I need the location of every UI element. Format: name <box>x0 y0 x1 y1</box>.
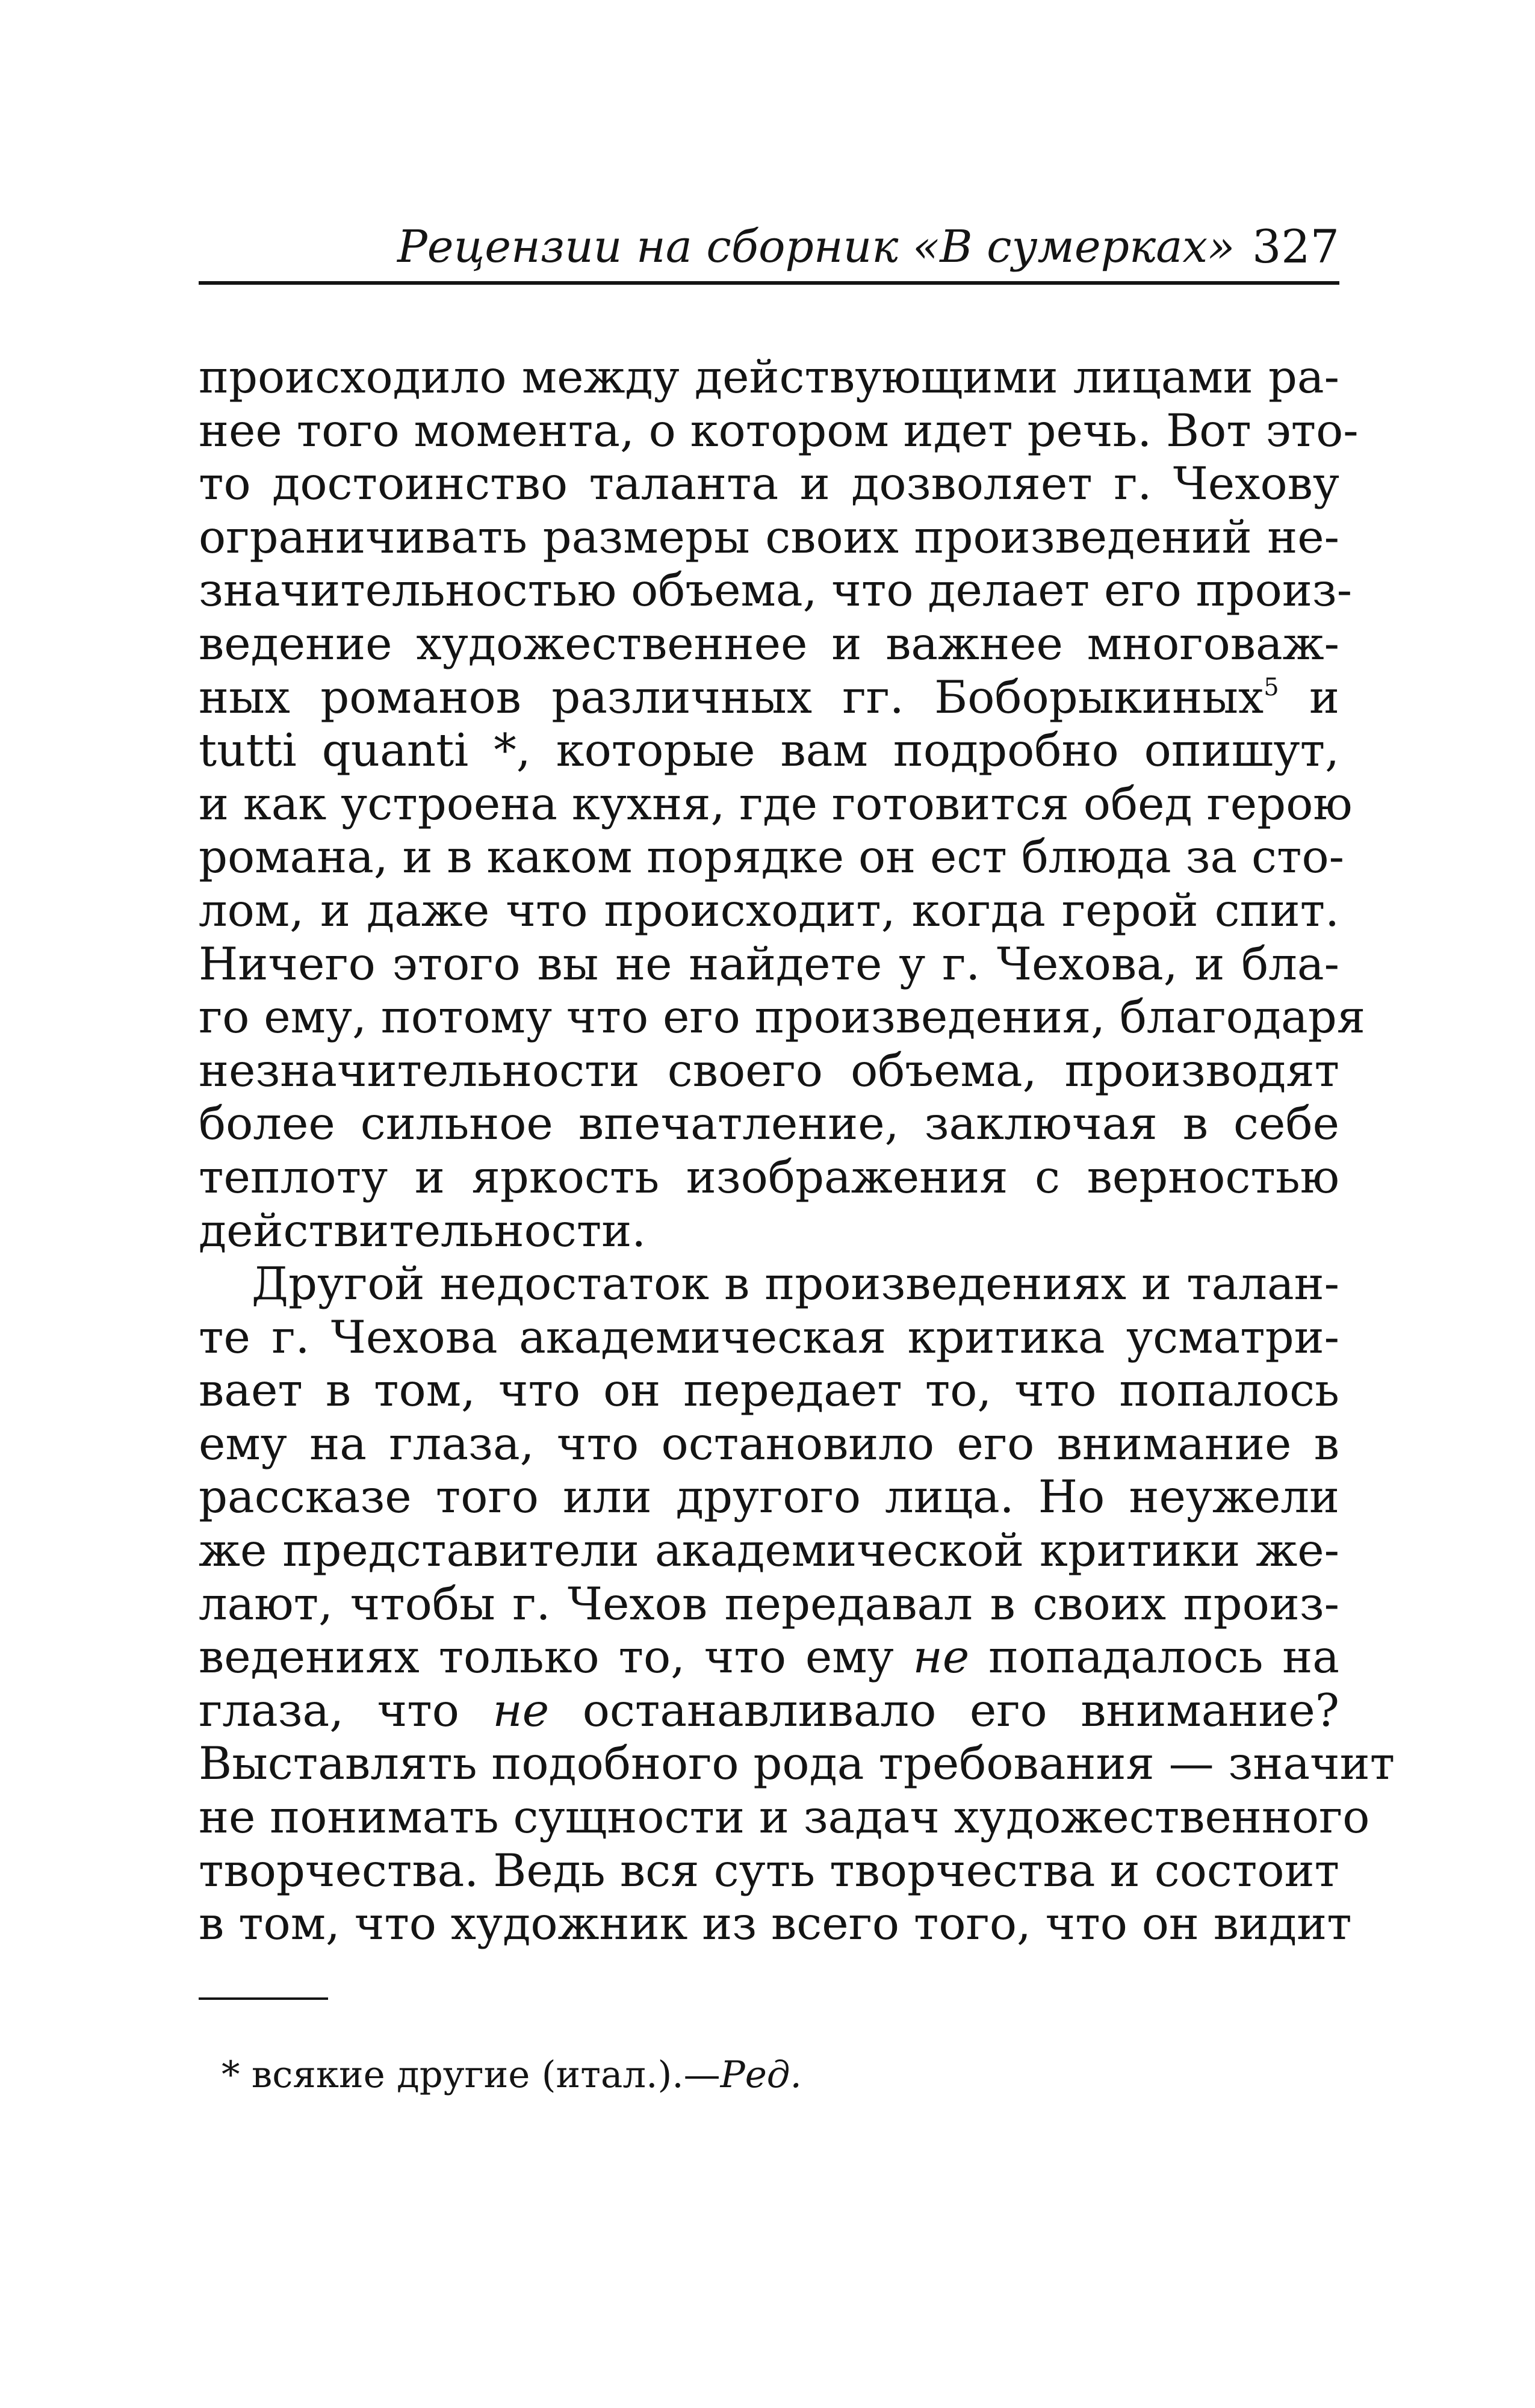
text-line: незначительности своего объема, производят <box>199 1043 1339 1097</box>
text-line: же представители академической критики же- <box>199 1524 1339 1577</box>
text-line: ему на глаза, что остановило его внимание в <box>199 1417 1339 1470</box>
text-line: ограничивать размеры своих произведений не- <box>199 510 1339 563</box>
text-line: действительности. <box>199 1203 647 1257</box>
text-line: и как устроена кухня, где готовится обед герою <box>199 777 1353 830</box>
text-segment: останавливало его внимание? <box>582 1683 1340 1737</box>
footnote <box>222 2048 802 2102</box>
text-line: происходило между действующими лицами ра- <box>199 350 1339 403</box>
text-line: лают, чтобы г. Чехов передавал в своих произ- <box>199 1577 1339 1630</box>
text-line <box>199 1630 1339 1684</box>
text-segment: ных романов различных гг. Боборыкиных <box>199 670 1264 724</box>
text-line: рассказе того или другого лица. Но неужели <box>199 1470 1339 1524</box>
paragraph-1 <box>199 350 1366 1257</box>
text-line: более сильное впечатление, заключая в себе <box>199 1097 1339 1150</box>
text-line <box>199 1684 1339 1737</box>
body-text <box>199 350 1395 1950</box>
text-line: лом, и даже что происходит, когда герой спит. <box>199 883 1339 937</box>
paragraph-2 <box>199 1257 1395 1950</box>
page-number: 327 <box>1251 220 1339 273</box>
text-line: Другой недостаток в произведениях и талан- <box>252 1257 1339 1311</box>
emphasis: не <box>913 1630 970 1684</box>
text-line: романа, и в каком порядке он ест блюда за сто- <box>199 830 1345 884</box>
footnote-number: 5 <box>1264 673 1279 701</box>
header-rule <box>199 281 1339 285</box>
text-line: ведение художественнее и важнее многоваж- <box>199 616 1339 670</box>
footnote-marker: * <box>222 2053 240 2096</box>
text-line <box>199 724 1339 777</box>
text-line: Выставлять подобного рода требования — значит <box>199 1737 1395 1790</box>
text-line: не понимать сущности и задач художественного <box>199 1790 1370 1844</box>
text-line: нее того момента, о котором идет речь. Вот это- <box>199 403 1359 457</box>
text-line: в том, что художник из всего того, что он видит <box>199 1897 1352 1950</box>
text-line: значительностью объема, что делает его произ- <box>199 563 1353 617</box>
text-line: творчества. Ведь вся суть творчества и состоит <box>199 1843 1339 1897</box>
text-line: Ничего этого вы не найдете у г. Чехова, и бла- <box>199 937 1339 990</box>
text-segment: ведениях только то, что ему <box>199 1630 894 1684</box>
running-title: Рецензии на сборник «В сумерках» <box>397 221 1235 273</box>
text-line: теплоту и яркость изображения с верностью <box>199 1150 1339 1203</box>
text-line: то достоинство таланта и дозволяет г. Чехову <box>199 457 1339 510</box>
text-line: те г. Чехова академическая критика усматри- <box>199 1310 1339 1364</box>
text-line: го ему, потому что его произведения, благодаря <box>199 990 1366 1044</box>
text-segment: и <box>1309 670 1339 724</box>
text-segment: глаза, что <box>199 1683 459 1737</box>
footnote-rule <box>199 1997 328 2000</box>
emphasis: не <box>492 1683 550 1737</box>
footnote-editor: Ред. <box>720 2053 802 2096</box>
footnote-text: всякие другие (итал.).— <box>251 2053 721 2096</box>
foreign-phrase: tutti quanti <box>199 724 469 777</box>
text-segment: попадалось на <box>988 1630 1340 1684</box>
text-line: вает в том, что он передает то, что попалось <box>199 1364 1339 1417</box>
running-head <box>0 214 1339 280</box>
footnote-asterisk: * <box>494 724 516 777</box>
text-segment: , которые вам подробно опишут, <box>516 724 1339 777</box>
text-line <box>199 671 1339 724</box>
